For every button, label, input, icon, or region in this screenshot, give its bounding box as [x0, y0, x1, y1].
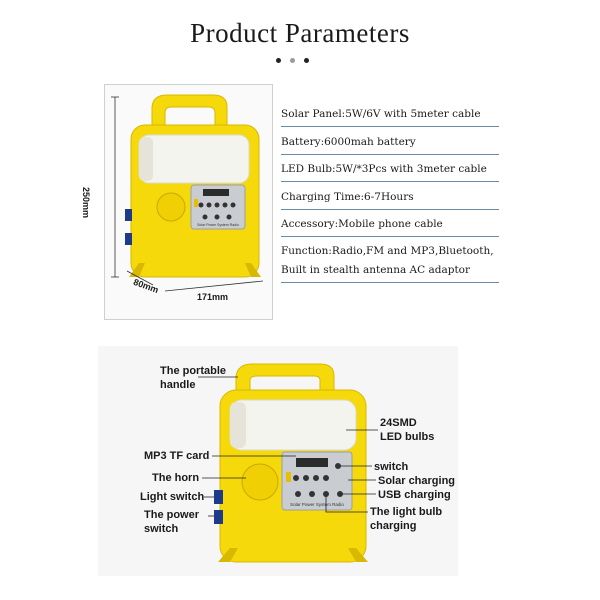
callout-led-bulbs: 24SMD LED bulbs: [380, 417, 435, 443]
param-function-line-2: Built in stealth antenna AC adaptor: [281, 264, 471, 276]
depth-dimension-label: 80mm: [132, 276, 160, 296]
callout-power-switch: The power switch: [144, 509, 200, 535]
callout-solar-charging: Solar charging: [378, 475, 456, 487]
width-dimension-label: 171mm: [197, 292, 229, 302]
param-battery: Battery:6000mah battery: [281, 136, 416, 148]
param-charging-time: Charging Time:6-7Hours: [281, 191, 414, 203]
callout-switch: switch: [374, 461, 409, 473]
panel-text-2: Solar Power System Radio: [290, 502, 344, 507]
param-solar-panel: Solar Panel:5W/6V with 5meter cable: [281, 108, 481, 120]
param-led-bulb: LED Bulb:5W/*3Pcs with 3meter cable: [281, 163, 487, 175]
callout-light-switch: Light switch: [140, 491, 205, 503]
page-title: Product Parameters: [190, 18, 410, 48]
callout-usb-charging: USB charging: [378, 489, 451, 501]
callout-mp3-tf-card: MP3 TF card: [144, 450, 210, 462]
callout-portable-handle: The portable handle: [160, 365, 227, 391]
callout-light-bulb-charging: The light bulb charging: [370, 506, 443, 532]
callout-horn: The horn: [152, 472, 200, 484]
panel-text: Solar Power System Radio: [197, 223, 239, 227]
param-function-line-1: Function:Radio,FM and MP3,Bluetooth,: [281, 245, 494, 257]
param-accessory: Accessory:Mobile phone cable: [281, 218, 443, 230]
height-dimension-label: 250mm: [81, 187, 91, 219]
